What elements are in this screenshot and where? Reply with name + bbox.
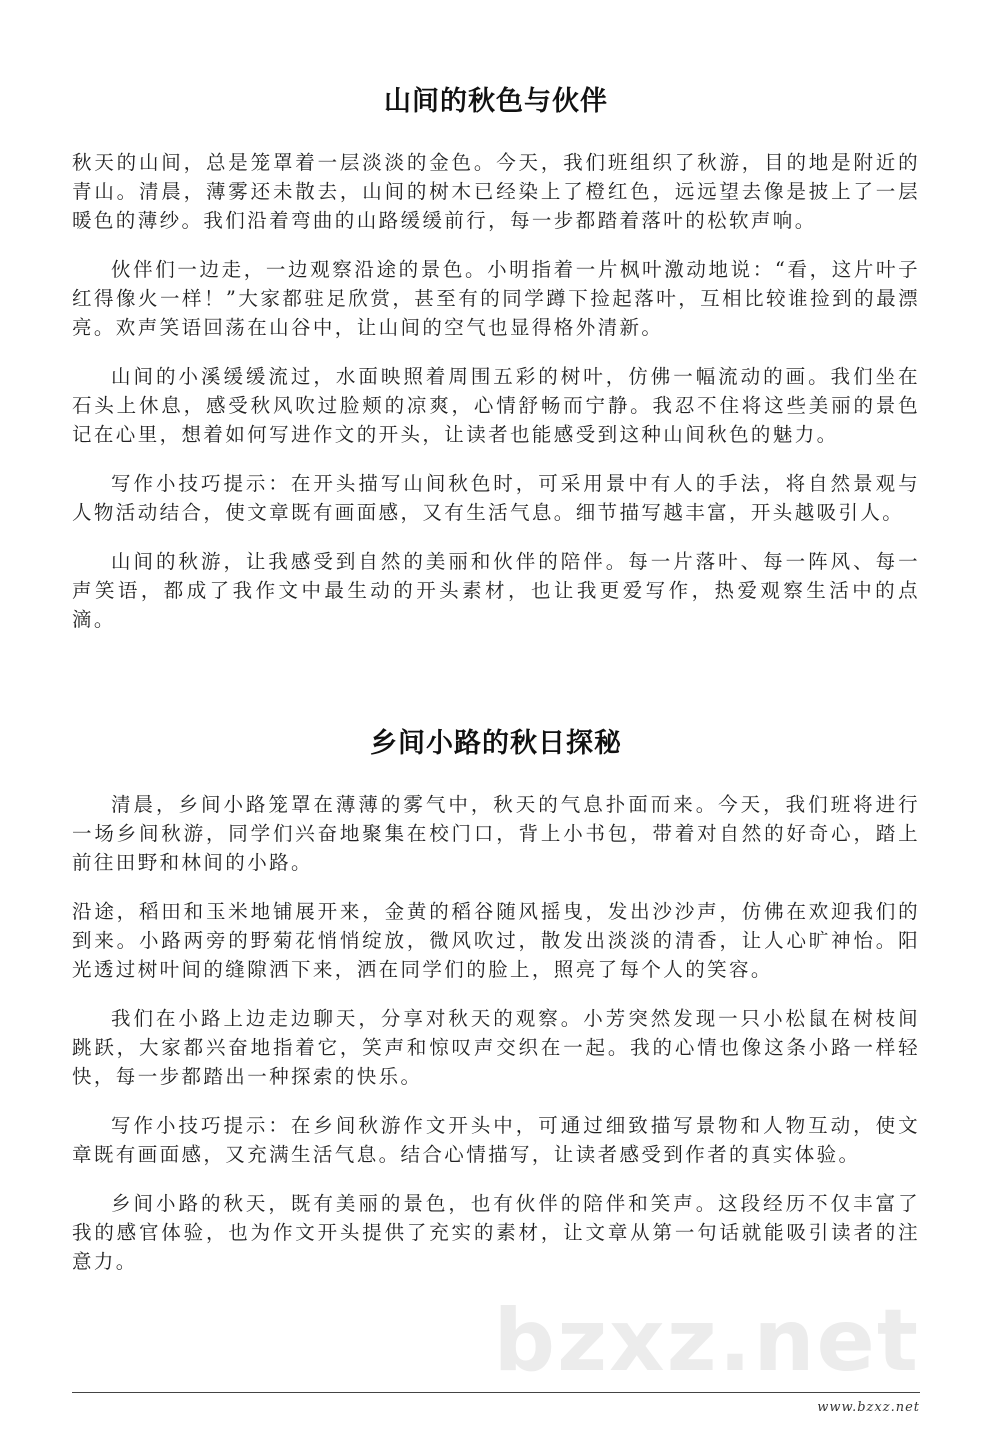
watermark: bzxz.net bbox=[493, 1291, 920, 1391]
paragraph: 秋天的山间，总是笼罩着一层淡淡的金色。今天，我们班组织了秋游，目的地是附近的青山。清晨，薄雾还未散去，山间的树木已经染上了橙红色，远远望去像是披上了一层暖色的薄纱。我们沿着弯曲的山路缓缓前行，每一步都踏着落叶的松软声响。 bbox=[72, 151, 920, 232]
paragraph: 乡间小路的秋天，既有美丽的景色，也有伙伴的陪伴和笑声。这段经历不仅丰富了我的感官体验，也为作文开头提供了充实的素材，让文章从第一句话就能吸引读者的注意力。 bbox=[72, 1192, 920, 1273]
paragraph: 山间的秋游，让我感受到自然的美丽和伙伴的陪伴。每一片落叶、每一阵风、每一声笑语，都成了我作文中最生动的开头素材，也让我更爱写作，热爱观察生活中的点滴。 bbox=[72, 550, 920, 631]
section-title: 乡间小路的秋日探秘 bbox=[370, 728, 622, 759]
writing-tip-paragraph: 写作小技巧提示：在乡间秋游作文开头中，可通过细致描写景物和人物互动，使文章既有画面感，又充满生活气息。结合心情描写，让读者感受到作者的真实体验。 bbox=[72, 1114, 920, 1166]
paragraph: 伙伴们一边走，一边观察沿途的景色。小明指着一片枫叶激动地说：“看，这片叶子红得像火一样！”大家都驻足欣赏，甚至有的同学蹲下捡起落叶，互相比较谁捡到的最漂亮。欢声笑语回荡在山谷中，让山间的空气也显得格外清新。 bbox=[72, 258, 920, 339]
paragraph: 我们在小路上边走边聊天，分享对秋天的观察。小芳突然发现一只小松鼠在树枝间跳跃，大家都兴奋地指着它，笑声和惊叹声交织在一起。我的心情也像这条小路一样轻快，每一步都踏出一种探索的快乐。 bbox=[72, 1007, 920, 1088]
paragraph: 清晨，乡间小路笼罩在薄薄的雾气中，秋天的气息扑面而来。今天，我们班将进行一场乡间秋游，同学们兴奋地聚集在校门口，背上小书包，带着对自然的好奇心，踏上前往田野和林间的小路。 bbox=[72, 793, 920, 874]
document-page bbox=[72, 0, 920, 1437]
section-title: 山间的秋色与伙伴 bbox=[384, 86, 608, 117]
writing-tip-paragraph: 写作小技巧提示：在开头描写山间秋色时，可采用景中有人的手法，将自然景观与人物活动结合，使文章既有画面感，又有生活气息。细节描写越丰富，开头越吸引人。 bbox=[72, 472, 920, 524]
paragraph: 沿途，稻田和玉米地铺展开来，金黄的稻谷随风摇曳，发出沙沙声，仿佛在欢迎我们的到来。小路两旁的野菊花悄悄绽放，微风吹过，散发出淡淡的清香，让人心旷神怡。阳光透过树叶间的缝隙洒下来，洒在同学们的脸上，照亮了每个人的笑容。 bbox=[72, 900, 920, 981]
footer-url: www.bzxz.net bbox=[817, 1400, 920, 1415]
section-body bbox=[72, 148, 920, 634]
footer-divider bbox=[72, 1392, 920, 1393]
section-body bbox=[72, 790, 920, 1276]
paragraph: 山间的小溪缓缓流过，水面映照着周围五彩的树叶，仿佛一幅流动的画。我们坐在石头上休息，感受秋风吹过脸颊的凉爽，心情舒畅而宁静。我忍不住将这些美丽的景色记在心里，想着如何写进作文的开头，让读者也能感受到这种山间秋色的魅力。 bbox=[72, 365, 920, 446]
page-bottom bbox=[72, 1291, 920, 1437]
